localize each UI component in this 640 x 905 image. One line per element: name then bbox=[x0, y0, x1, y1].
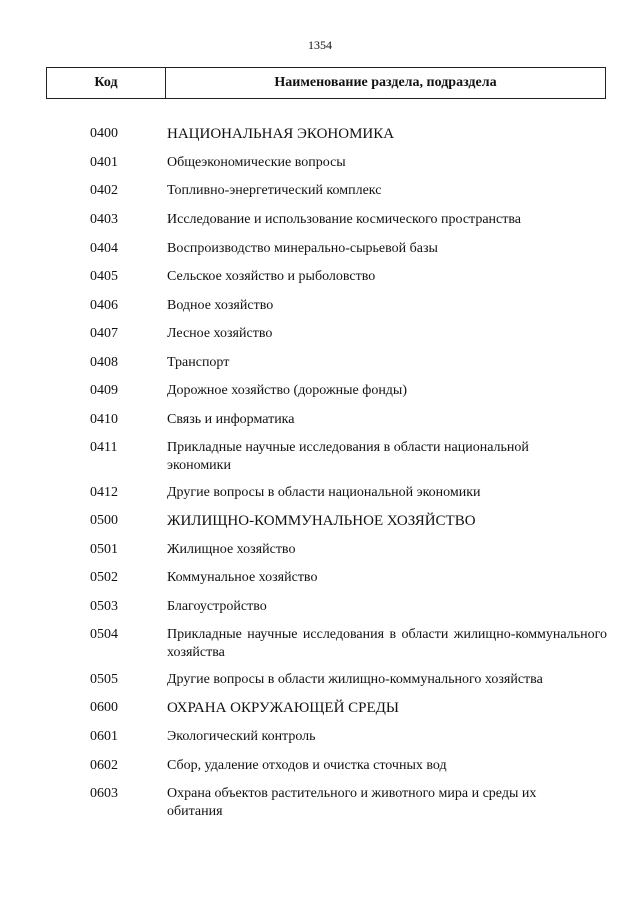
row-name: Общеэкономические вопросы bbox=[167, 155, 346, 170]
row-code: 0409 bbox=[90, 383, 118, 398]
row-name: Благоустройство bbox=[167, 599, 267, 614]
row-code: 0603 bbox=[90, 786, 118, 801]
row-code: 0503 bbox=[90, 599, 118, 614]
row-name: Другие вопросы в области жилищно-коммунального хозяйства bbox=[167, 672, 543, 687]
row-name: Другие вопросы в области национальной экономики bbox=[167, 485, 481, 500]
row-name: НАЦИОНАЛЬНАЯ ЭКОНОМИКА bbox=[167, 126, 395, 142]
row-name: Охрана объектов растительного и животного мира и среды их обитания bbox=[167, 786, 537, 819]
row-code: 0404 bbox=[90, 241, 118, 256]
row-code: 0408 bbox=[90, 355, 118, 370]
row-name: Воспроизводство минерально-сырьевой базы bbox=[167, 241, 438, 256]
row-name: Дорожное хозяйство (дорожные фонды) bbox=[167, 383, 408, 398]
row-name: Экологический контроль bbox=[167, 729, 316, 744]
row-code: 0410 bbox=[90, 412, 118, 427]
row-code: 0400 bbox=[90, 126, 118, 141]
row-name: Исследование и использование космического пространства bbox=[167, 212, 522, 227]
row-code: 0411 bbox=[90, 440, 118, 455]
row-name: Прикладные научные исследования в области жилищно-коммунального хозяйства bbox=[167, 627, 607, 660]
row-code: 0401 bbox=[90, 155, 118, 170]
row-code: 0602 bbox=[90, 758, 118, 773]
header-name: Наименование раздела, подраздела bbox=[274, 75, 497, 90]
row-code: 0502 bbox=[90, 570, 118, 585]
row-code: 0500 bbox=[90, 513, 118, 528]
row-name: Сбор, удаление отходов и очистка сточных вод bbox=[167, 758, 447, 773]
row-name: Транспорт bbox=[167, 355, 230, 370]
row-code: 0403 bbox=[90, 212, 118, 227]
table-header bbox=[46, 67, 606, 99]
row-name: Коммунальное хозяйство bbox=[167, 570, 318, 585]
row-code: 0504 bbox=[90, 627, 118, 642]
row-code: 0405 bbox=[90, 269, 118, 284]
header-code: Код bbox=[47, 68, 166, 98]
row-name: Лесное хозяйство bbox=[167, 326, 273, 341]
row-code: 0505 bbox=[90, 672, 118, 687]
row-name: Водное хозяйство bbox=[167, 298, 274, 313]
row-name: Жилищное хозяйство bbox=[167, 542, 296, 557]
row-code: 0407 bbox=[90, 326, 118, 341]
row-name: ОХРАНА ОКРУЖАЮЩЕЙ СРЕДЫ bbox=[167, 700, 399, 716]
row-name: Топливно-энергетический комплекс bbox=[167, 183, 382, 198]
row-name: Связь и информатика bbox=[167, 412, 295, 427]
row-name: ЖИЛИЩНО-КОММУНАЛЬНОЕ ХОЗЯЙСТВО bbox=[167, 513, 476, 529]
row-code: 0601 bbox=[90, 729, 118, 744]
row-name: Сельское хозяйство и рыболовство bbox=[167, 269, 376, 284]
page-number: 1354 bbox=[308, 38, 332, 52]
row-name: Прикладные научные исследования в области национальной экономики bbox=[167, 440, 529, 473]
row-code: 0402 bbox=[90, 183, 118, 198]
row-code: 0412 bbox=[90, 485, 118, 500]
row-code: 0600 bbox=[90, 700, 118, 715]
row-code: 0406 bbox=[90, 298, 118, 313]
row-code: 0501 bbox=[90, 542, 118, 557]
